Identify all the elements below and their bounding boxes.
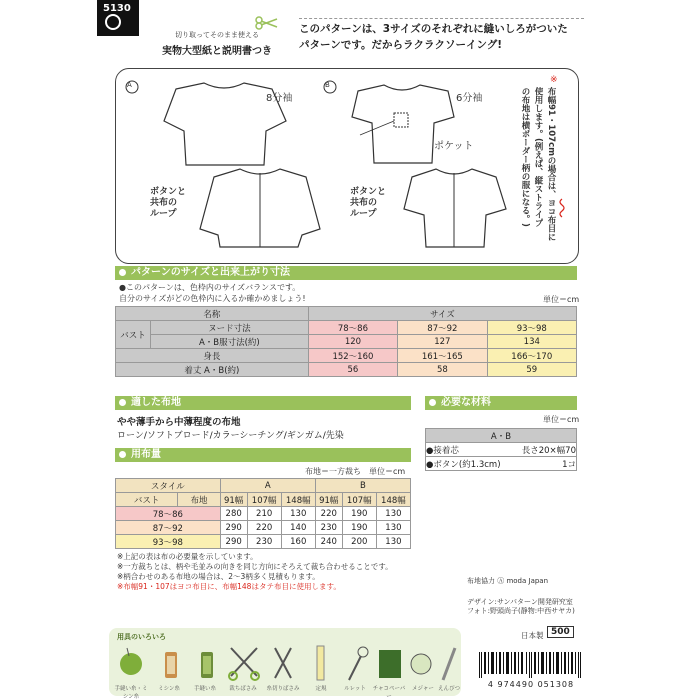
size-cell: 134	[487, 335, 576, 349]
garment-drawings	[116, 69, 578, 263]
note-column: の布地は横ボーダー柄の服になる。)	[520, 87, 530, 227]
yardage-cell: 190	[342, 521, 376, 535]
tool-label: チャコペーパー	[372, 686, 406, 700]
bullet-icon	[119, 451, 126, 458]
yardage-section-header	[115, 448, 411, 462]
yardage-b-head: B	[315, 479, 410, 493]
scissors-icon	[255, 16, 279, 30]
pattern-code: 5130	[103, 3, 131, 14]
yardage-cell: 290	[220, 521, 247, 535]
size-head-size: サイズ	[308, 307, 576, 321]
ruler-icon	[317, 646, 324, 680]
loop-line: 共布の	[150, 198, 178, 208]
yardage-size: 78〜86	[116, 507, 221, 521]
pincushion-icon	[120, 648, 142, 675]
loop-line: ループ	[350, 209, 377, 219]
fabric-section-header	[115, 396, 411, 410]
shears-icon	[229, 648, 259, 680]
made-in: 日本製	[521, 631, 544, 640]
size-cell: 56	[308, 363, 397, 377]
loop-line: 共布の	[350, 198, 378, 208]
size-note: ●このパターンは、色枠内のサイズバランスです。	[119, 283, 301, 292]
loop-label-b	[350, 187, 386, 220]
tagline-main: 実物大型紙と説明書つき	[162, 46, 272, 57]
size-unit: 単位＝cm	[543, 295, 580, 304]
fabric-section-title: 適した布地	[131, 397, 181, 408]
bullet-icon	[119, 399, 126, 406]
size-cell: 59	[487, 363, 576, 377]
style-a-marker: A	[127, 81, 132, 89]
tape-measure-icon	[411, 654, 431, 674]
size-cell: 161〜165	[398, 349, 487, 363]
tool-label: 定規	[315, 686, 327, 692]
price-box: 500	[547, 626, 574, 638]
yardage-cell: 220	[247, 521, 281, 535]
thread-spool-icon	[201, 652, 213, 678]
bust-label: バスト	[116, 321, 151, 349]
yardage-cell: 160	[281, 535, 315, 549]
size-cell: 120	[308, 335, 397, 349]
yardage-cell: 280	[220, 507, 247, 521]
width-head: 107幅	[247, 493, 281, 507]
photo-credit: フォト:野頭尚子(静物:中西サヤカ)	[467, 607, 575, 615]
tagline-sub: 切り取ってそのまま使える	[175, 31, 259, 39]
size-cell: 152〜160	[308, 349, 397, 363]
design-credit: デザイン:サンパターン開発研究室	[467, 598, 573, 606]
width-head: 148幅	[281, 493, 315, 507]
tool-label: メジャー	[412, 686, 434, 692]
yardage-bust-head: バスト	[116, 493, 178, 507]
yardage-cell: 130	[281, 507, 315, 521]
style-a-sleeve: 8分袖	[266, 93, 293, 104]
fabric-grain-note	[518, 87, 557, 257]
bullet-icon	[429, 399, 436, 406]
yardage-note: ※上記の表は布の必要量を示しています。	[117, 552, 258, 561]
materials-section-title: 必要な材料	[441, 397, 491, 408]
yardage-fabric-head: 布地	[178, 493, 220, 507]
note-mark: ※	[550, 75, 558, 85]
yardage-red-note: ※布幅91・107はヨコ布目に、布幅148はタテ布目に使用します。	[117, 582, 341, 591]
garment-illustration-panel	[115, 68, 579, 264]
chalk-paper-icon	[379, 650, 401, 678]
pattern-envelope-back	[97, 0, 593, 700]
tool-label: 裁ちばさみ	[229, 686, 257, 692]
thread-spool-icon	[165, 652, 177, 678]
size-cell: 78〜86	[308, 321, 397, 335]
bullet-icon	[119, 269, 126, 276]
yardage-note: ※柄合わせのある布地の場合は、2〜3柄多く見積もります。	[117, 572, 320, 581]
tool-label: 手縫い糸	[193, 686, 216, 692]
materials-unit: 単位＝cm	[543, 415, 580, 424]
size-table	[115, 306, 577, 377]
pencil-icon	[443, 648, 455, 680]
loop-line: ボタンと	[350, 187, 387, 197]
pattern-code-badge	[97, 0, 139, 36]
fabric-support-credit: 布地協力 Ⓐ moda Japan	[467, 577, 549, 585]
intro-line: このパターンは、3サイズのそれぞれに縫いしろがついた	[299, 23, 568, 35]
style-b-sleeve: 6分袖	[456, 93, 483, 104]
yardage-cell: 230	[315, 521, 342, 535]
yardage-section-title: 用布量	[131, 449, 161, 460]
intro-line: パターンです。だからラクラクソーイング!	[299, 39, 503, 51]
yardage-cell: 190	[342, 507, 376, 521]
fabric-list: ローン/ソフトブロード/カラーシーチング/ギンガム/先染	[117, 431, 344, 441]
pocket-label: ポケット	[434, 141, 474, 152]
barcode-bars	[477, 652, 585, 678]
credits	[467, 598, 575, 616]
yardage-cell: 130	[376, 507, 410, 521]
width-head: 148幅	[376, 493, 410, 507]
width-head: 91幅	[220, 493, 247, 507]
tool-icons	[109, 642, 461, 684]
tagline	[137, 12, 297, 66]
tool-label: ミシン糸	[158, 686, 180, 692]
yardage-cell: 130	[376, 535, 410, 549]
material-value: 1コ	[513, 457, 577, 471]
width-head: 107幅	[342, 493, 376, 507]
materials-head: A・B	[426, 429, 577, 443]
yardage-style-head: スタイル	[116, 479, 221, 493]
loop-label-a	[150, 187, 186, 220]
size-cell: 87〜92	[398, 321, 487, 335]
yardage-cell: 140	[281, 521, 315, 535]
style-b-marker: B	[325, 81, 330, 89]
yardage-unit: 布地＝一方裁ち 単位＝cm	[305, 467, 406, 476]
tracing-wheel-icon	[349, 647, 368, 680]
row-label: 身長	[116, 349, 309, 363]
yardage-cell: 290	[220, 535, 247, 549]
yardage-note: ※一方裁ちとは、柄や毛並みの向きを同じ方向にそろえて裁ち合わせることです。	[117, 562, 393, 571]
loop-line: ボタンと	[150, 187, 187, 197]
size-cell: 127	[398, 335, 487, 349]
row-label: A・B服寸法(約)	[151, 335, 309, 349]
loop-line: ループ	[150, 209, 177, 219]
thread-snips-icon	[275, 648, 291, 678]
yardage-cell: 200	[342, 535, 376, 549]
row-label: 着丈 A・B(約)	[116, 363, 309, 377]
tools-panel	[109, 628, 461, 700]
note-column: 布幅91・107cmの場合は、ヨコ布目に	[546, 87, 556, 241]
size-notes	[119, 282, 306, 304]
tool-label: ルレット	[344, 686, 366, 692]
note-column: 使用します。(例えば、縦ストライプ	[533, 87, 543, 227]
size-section-header	[115, 266, 577, 280]
tools-title: 用具のいろいろ	[117, 633, 166, 641]
yardage-table	[115, 478, 411, 549]
tool-label: えんぴつ	[437, 686, 460, 692]
materials-section-header	[425, 396, 577, 410]
materials-table	[425, 428, 577, 471]
size-cell: 166〜170	[487, 349, 576, 363]
size-note: 自分のサイズがどの色枠内に入るか確かめましょう!	[119, 294, 306, 303]
material-value: 長さ20×幅70	[513, 443, 577, 457]
barcode-number: 4 974490 051308	[487, 680, 575, 689]
yardage-cell: 210	[247, 507, 281, 521]
material-label: ●ボタン(約1.3cm)	[426, 457, 513, 471]
yardage-size: 87〜92	[116, 521, 221, 535]
yardage-notes	[117, 552, 393, 592]
yardage-cell: 130	[376, 521, 410, 535]
material-label: ●接着芯	[426, 443, 513, 457]
brand-logo-icon	[105, 14, 121, 30]
tool-label: 手縫い糸・ミシン糸	[114, 686, 148, 700]
fabric-main: やや薄手から中薄程度の布地	[117, 417, 241, 428]
barcode	[477, 652, 585, 688]
yardage-cell: 240	[315, 535, 342, 549]
row-label: ヌード寸法	[151, 321, 309, 335]
yardage-a-head: A	[220, 479, 315, 493]
size-cell: 58	[398, 363, 487, 377]
size-cell: 93〜98	[487, 321, 576, 335]
size-section-title: パターンのサイズと出来上がり寸法	[131, 267, 290, 278]
yardage-cell: 220	[315, 507, 342, 521]
yardage-cell: 230	[247, 535, 281, 549]
size-head-name: 名称	[116, 307, 309, 321]
tool-label: 糸切りばさみ	[266, 686, 300, 692]
yardage-size: 93〜98	[116, 535, 221, 549]
width-head: 91幅	[315, 493, 342, 507]
intro-text	[299, 18, 584, 53]
